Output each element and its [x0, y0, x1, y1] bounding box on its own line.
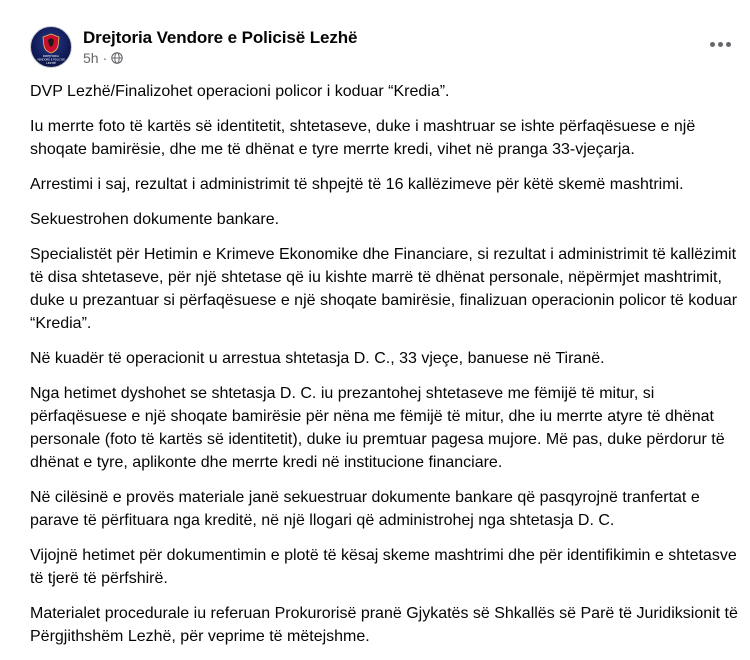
post-meta: [83, 50, 123, 66]
avatar[interactable]: [30, 26, 72, 68]
post-paragraph: Nga hetimet dyshohet se shtetasja D. C. iu prezantohej shtetaseve me fëmijë të mitur, si përfaqësuese e një shoqate bamirësie për nëna me fëmijë të mitur, dhe iu merrte atyre të dhënat personale (foto të kartës së identitetit), duke iu premtuar pagesa mujore. Më pas, duke përdorur të dhënat e tyre, aplikonte dhe merrte kredi në institucione financiare.: [30, 385, 725, 471]
page-name[interactable]: Drejtoria Vendore e Policisë Lezhë: [83, 28, 358, 47]
post-header: [30, 24, 750, 74]
svg-text:LEZHË: LEZHË: [46, 61, 56, 65]
police-emblem-icon: [31, 27, 71, 67]
svg-text:DREJTORIA: DREJTORIA: [42, 54, 60, 58]
post-paragraph: Në cilësinë e provës materiale janë sekuestruar dokumente bankare që pasqyrojnë tranfertat e parave të përfituara nga kreditë, në një llogari që administrohej nga shtetasja D. C.: [30, 489, 700, 529]
globe-icon[interactable]: [111, 52, 123, 64]
post-paragraph: Arrestimi i saj, rezultat i administrimit të shpejtë të 16 kallëzimeve për këtë skemë mashtrimi.: [30, 176, 684, 193]
separator-dot: ·: [102, 50, 108, 66]
post-paragraph: Në kuadër të operacionit u arrestua shtetasja D. C., 33 vjeçe, banuese në Tiranë.: [30, 350, 605, 367]
post-paragraph: Iu merrte foto të kartës së identitetit, shtetaseve, duke i mashtruar se ishte përfaqësuese e një shoqate bamirësie, dhe me të dhënat e tyre merrte kredi, vihet në pranga 33-vjeçarja.: [30, 118, 696, 158]
post-paragraph: Vijojnë hetimet për dokumentimin e plotë të kësaj skeme mashtrimi dhe për identifikimin e shtetasve të tjerë të përfshirë.: [30, 547, 737, 587]
post-paragraph: Sekuestrohen dokumente bankare.: [30, 211, 280, 228]
post-body: [30, 80, 740, 660]
post-paragraph: Materialet procedurale iu referuan Prokurorisë pranë Gjykatës së Shkallës së Parë të Juridiksionit të Përgjithshëm Lezhë, për veprime të mëtejshme.: [30, 605, 738, 645]
svg-text:VENDORE E POLICISË: VENDORE E POLICISË: [37, 58, 65, 62]
post-paragraph: Specialistët për Hetimin e Krimeve Ekonomike dhe Financiare, si rezultat i administrimit të kallëzimit të disa shtetaseve, për një shtetase që iu kishte marrë të dhënat personale, nëpërmjet mashtrimit, duke u prezantuar si përfaqësuese e një shoqate bamirësie, finalizuan operacionin policor të koduar “Kredia”.: [30, 246, 738, 332]
post-paragraph: DVP Lezhë/Finalizohet operacioni policor i koduar “Kredia”.: [30, 83, 450, 100]
more-options-icon[interactable]: [708, 32, 732, 56]
post-time[interactable]: 5h: [83, 50, 99, 66]
